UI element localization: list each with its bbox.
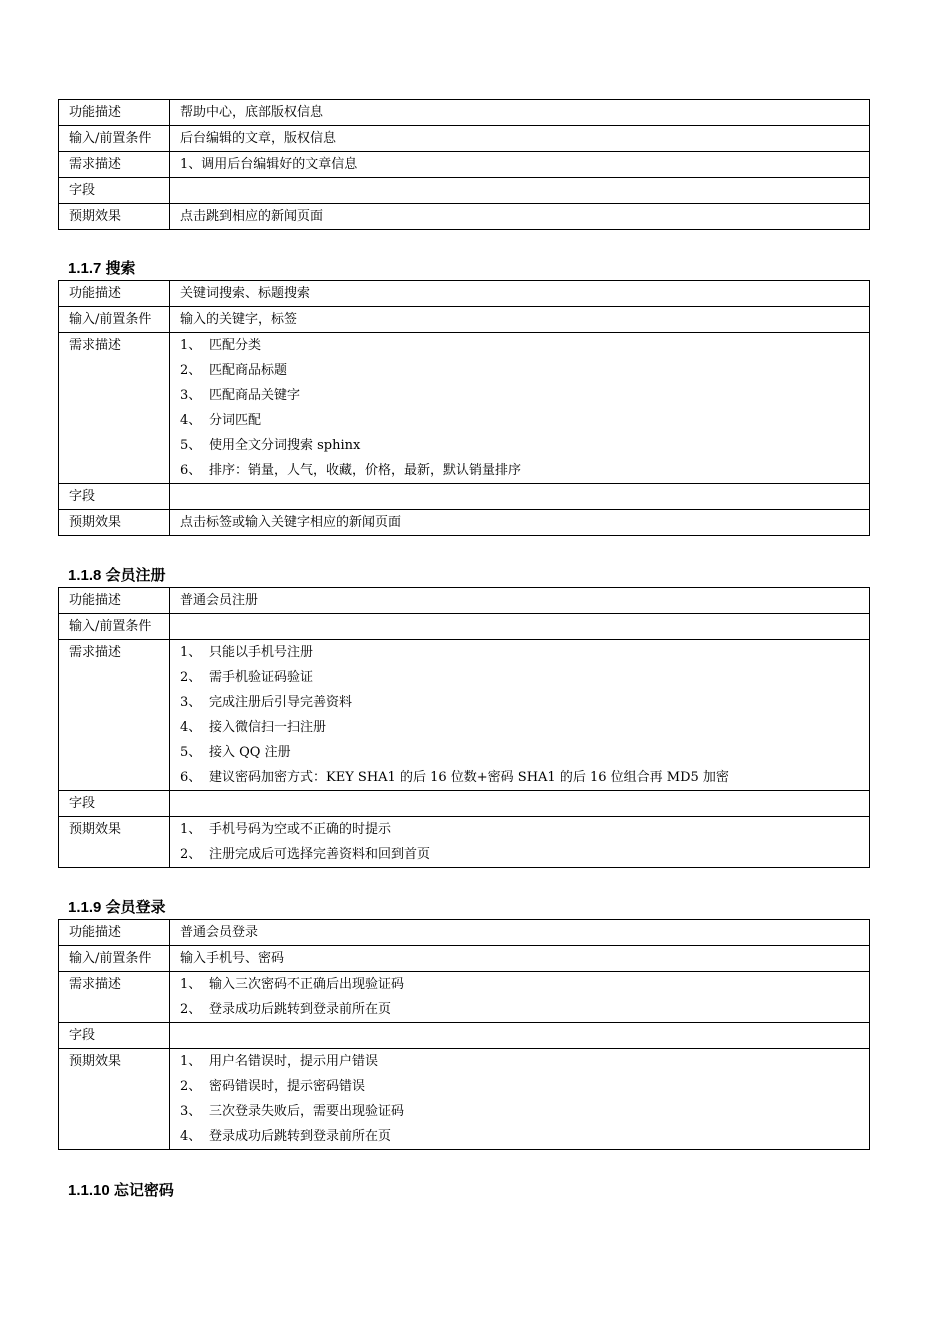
numbered-list bbox=[180, 1049, 869, 1149]
table-row bbox=[59, 817, 870, 868]
row-value: 关键词搜索、标题搜索 bbox=[170, 281, 870, 307]
list-item bbox=[180, 333, 869, 358]
login-table bbox=[58, 919, 870, 1150]
row-value bbox=[170, 791, 870, 817]
row-label: 功能描述 bbox=[59, 920, 170, 946]
list-text: 接入微信扫一扫注册 bbox=[209, 720, 327, 735]
list-number: 2、 bbox=[180, 1079, 202, 1094]
row-value: 1、调用后台编辑好的文章信息 bbox=[170, 152, 870, 178]
list-text: 登录成功后跳转到登录前所在页 bbox=[209, 1129, 392, 1144]
row-label: 功能描述 bbox=[59, 588, 170, 614]
row-value bbox=[170, 484, 870, 510]
list-number: 4、 bbox=[180, 1129, 202, 1144]
row-label: 输入/前置条件 bbox=[59, 307, 170, 333]
row-label: 输入/前置条件 bbox=[59, 126, 170, 152]
row-label: 预期效果 bbox=[59, 1049, 170, 1150]
list-number: 4、 bbox=[180, 720, 202, 735]
table-row bbox=[59, 152, 870, 178]
row-value: 帮助中心，底部版权信息 bbox=[170, 100, 870, 126]
table-row bbox=[59, 920, 870, 946]
table-row bbox=[59, 484, 870, 510]
list-number: 6、 bbox=[180, 770, 202, 785]
list-number: 5、 bbox=[180, 438, 202, 453]
row-label: 预期效果 bbox=[59, 510, 170, 536]
list-number: 6、 bbox=[180, 463, 202, 478]
table-row bbox=[59, 333, 870, 484]
list-item bbox=[180, 997, 869, 1022]
row-value bbox=[170, 640, 870, 791]
list-item bbox=[180, 358, 869, 383]
row-label: 输入/前置条件 bbox=[59, 946, 170, 972]
table-row bbox=[59, 588, 870, 614]
list-text: 注册完成后可选择完善资料和回到首页 bbox=[209, 847, 431, 862]
list-number: 5、 bbox=[180, 745, 202, 760]
list-item bbox=[180, 383, 869, 408]
list-number: 1、 bbox=[180, 1054, 202, 1069]
list-text: 手机号码为空或不正确的时提示 bbox=[209, 822, 392, 837]
numbered-list bbox=[180, 972, 869, 1022]
list-number: 2、 bbox=[180, 363, 202, 378]
row-value bbox=[170, 1023, 870, 1049]
numbered-list bbox=[180, 640, 869, 790]
list-item bbox=[180, 715, 869, 740]
row-value bbox=[170, 178, 870, 204]
register-table bbox=[58, 587, 870, 868]
section-heading-register: 1.1.8 会员注册 bbox=[68, 567, 166, 584]
list-text: 登录成功后跳转到登录前所在页 bbox=[209, 1002, 392, 1017]
row-label: 字段 bbox=[59, 178, 170, 204]
list-item bbox=[180, 690, 869, 715]
table-row bbox=[59, 204, 870, 230]
list-number: 1、 bbox=[180, 977, 202, 992]
list-number: 3、 bbox=[180, 1104, 202, 1119]
list-number: 1、 bbox=[180, 645, 202, 660]
table-row bbox=[59, 100, 870, 126]
list-item bbox=[180, 1049, 869, 1074]
list-item bbox=[180, 842, 869, 867]
list-number: 1、 bbox=[180, 822, 202, 837]
list-item bbox=[180, 972, 869, 997]
row-value bbox=[170, 817, 870, 868]
list-item bbox=[180, 740, 869, 765]
section-heading-login: 1.1.9 会员登录 bbox=[68, 899, 166, 916]
row-value bbox=[170, 1049, 870, 1150]
row-label: 预期效果 bbox=[59, 817, 170, 868]
table-row bbox=[59, 1049, 870, 1150]
list-item bbox=[180, 1124, 869, 1149]
list-text: 三次登录失败后，需要出现验证码 bbox=[209, 1104, 405, 1119]
document-page bbox=[58, 99, 870, 1202]
row-label: 功能描述 bbox=[59, 281, 170, 307]
row-label: 需求描述 bbox=[59, 972, 170, 1023]
row-value: 输入的关键字，标签 bbox=[170, 307, 870, 333]
list-number: 1、 bbox=[180, 338, 202, 353]
list-text: 输入三次密码不正确后出现验证码 bbox=[209, 977, 405, 992]
list-number: 4、 bbox=[180, 413, 202, 428]
row-label: 字段 bbox=[59, 1023, 170, 1049]
list-number: 2、 bbox=[180, 847, 202, 862]
search-table bbox=[58, 280, 870, 536]
table-row bbox=[59, 178, 870, 204]
row-value: 后台编辑的文章，版权信息 bbox=[170, 126, 870, 152]
table-row bbox=[59, 614, 870, 640]
table-row bbox=[59, 281, 870, 307]
row-label: 预期效果 bbox=[59, 204, 170, 230]
list-item bbox=[180, 1099, 869, 1124]
list-text: 排序：销量，人气，收藏，价格，最新，默认销量排序 bbox=[209, 463, 522, 478]
row-value: 输入手机号、密码 bbox=[170, 946, 870, 972]
row-value: 点击跳到相应的新闻页面 bbox=[170, 204, 870, 230]
row-value: 普通会员登录 bbox=[170, 920, 870, 946]
list-text: 用户名错误时，提示用户错误 bbox=[209, 1054, 379, 1069]
list-item bbox=[180, 665, 869, 690]
row-label: 需求描述 bbox=[59, 640, 170, 791]
table-row bbox=[59, 510, 870, 536]
table-row bbox=[59, 791, 870, 817]
list-text: 使用全文分词搜索 sphinx bbox=[209, 438, 361, 453]
row-value bbox=[170, 972, 870, 1023]
list-text: 匹配分类 bbox=[209, 338, 262, 353]
row-value bbox=[170, 333, 870, 484]
list-text: 完成注册后引导完善资料 bbox=[209, 695, 353, 710]
list-text: 接入 QQ 注册 bbox=[209, 745, 291, 760]
list-text: 匹配商品关键字 bbox=[209, 388, 301, 403]
list-item bbox=[180, 458, 869, 483]
table-row bbox=[59, 1023, 870, 1049]
table-row bbox=[59, 640, 870, 791]
table-row bbox=[59, 126, 870, 152]
row-value: 普通会员注册 bbox=[170, 588, 870, 614]
help-center-table bbox=[58, 99, 870, 230]
list-text: 匹配商品标题 bbox=[209, 363, 288, 378]
row-label: 需求描述 bbox=[59, 333, 170, 484]
list-item bbox=[180, 640, 869, 665]
row-label: 字段 bbox=[59, 791, 170, 817]
table-row bbox=[59, 946, 870, 972]
section-heading-search: 1.1.7 搜索 bbox=[68, 260, 136, 277]
list-item bbox=[180, 817, 869, 842]
list-item bbox=[180, 408, 869, 433]
row-label: 功能描述 bbox=[59, 100, 170, 126]
numbered-list bbox=[180, 817, 869, 867]
list-item bbox=[180, 765, 869, 790]
row-label: 需求描述 bbox=[59, 152, 170, 178]
list-text: 分词匹配 bbox=[209, 413, 262, 428]
list-number: 2、 bbox=[180, 670, 202, 685]
list-item bbox=[180, 1074, 869, 1099]
row-label: 字段 bbox=[59, 484, 170, 510]
section-heading-forgot-password: 1.1.10 忘记密码 bbox=[68, 1182, 174, 1199]
list-text: 密码错误时，提示密码错误 bbox=[209, 1079, 366, 1094]
list-text: 建议密码加密方式：KEY SHA1 的后 16 位数+密码 SHA1 的后 16 位组合再 MD5 加密 bbox=[209, 770, 729, 785]
list-text: 需手机验证码验证 bbox=[209, 670, 314, 685]
row-value bbox=[170, 614, 870, 640]
list-text: 只能以手机号注册 bbox=[209, 645, 314, 660]
table-row bbox=[59, 307, 870, 333]
row-value: 点击标签或输入关键字相应的新闻页面 bbox=[170, 510, 870, 536]
table-row bbox=[59, 972, 870, 1023]
row-label: 输入/前置条件 bbox=[59, 614, 170, 640]
list-number: 3、 bbox=[180, 388, 202, 403]
numbered-list bbox=[180, 333, 869, 483]
list-item bbox=[180, 433, 869, 458]
list-number: 2、 bbox=[180, 1002, 202, 1017]
list-number: 3、 bbox=[180, 695, 202, 710]
